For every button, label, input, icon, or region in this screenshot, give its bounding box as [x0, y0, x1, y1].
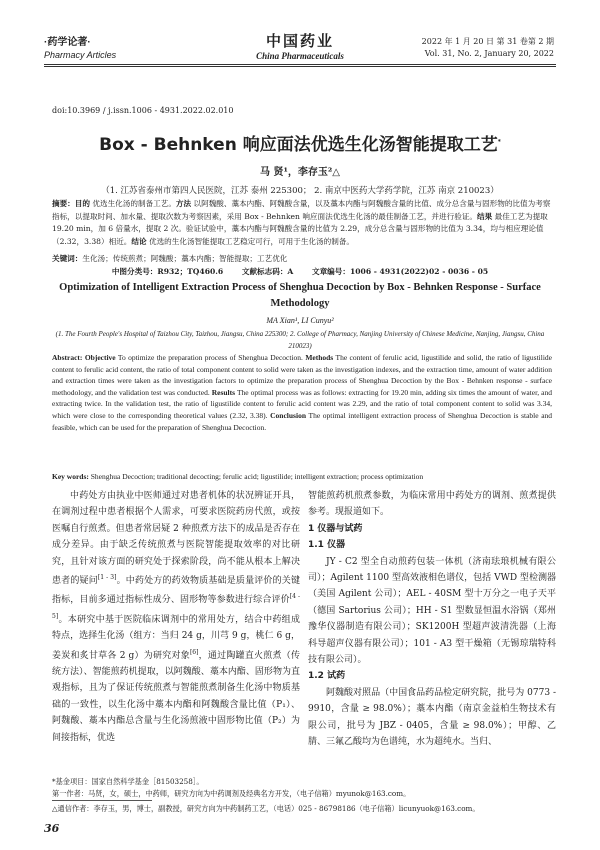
article-number: 文章编号：1006 - 4931(2022)02 - 0036 - 05 [312, 267, 489, 276]
journal-title-en: China Pharmaceuticals [256, 51, 344, 61]
conclusion-en: The optimal intelligent extraction process of Shenghua Decoction is stable and feasible, which can be used for the preparation of Shenghua Decoction. [52, 410, 553, 432]
page-number: 36 [44, 822, 60, 835]
results-en: The optimal process was as follows: extracting for 19.20 min, adding six times the amount of water, and extracting twice. In the validation test, the ratio of ligustilide content to ferulic acid content was 2.29, and the ratio of total component content to solid was 3.34, which were close to the corresponding theoretical values (2.32, 3.38). [52, 387, 552, 420]
section-heading-1-1: 1.1 仪器 [308, 540, 346, 551]
doi[interactable]: doi:10.3969 / j.issn.1006 - 4931.2022.02.010 [52, 106, 234, 115]
conclusion-label-en: Conclusion [270, 410, 306, 420]
results-cn: 最佳工艺为提取 19.20 min，加 6 倍量水，提取 2 次。验证试验中，藁本内酯与阿魏酸含量的比值为 2.29，成分总含量与固形物的比值为 3.34，均与相应理论值（2.32，3.38）相近。 [52, 211, 548, 246]
methods-label-en: Methods [305, 353, 334, 362]
article-title-cn-text: Box - Behnken 响应面法优选生化汤智能提取工艺 [99, 135, 498, 155]
article-title-en: Optimization of Intelligent Extraction Process of Shenghua Decoction by Box - Behnken Response - Surface Methodology [59, 282, 541, 309]
body-column-left [52, 488, 300, 746]
objective-en: To optimize the preparation process of Shenghua Decoction. [117, 353, 303, 362]
authors-cn: 马 贤¹，李存玉²△ [260, 167, 340, 178]
intro-text-1: 中药处方由执业中医师通过对患者机体的状况辨证开具，在调剂过程中患者根据个人需求，可要求医院药房代煎，或按医嘱自行煎煮。但患者常居疑 2 种煎煮方法下的成品是否存在成分差异。由于缺乏传统煎煮与医院智能提取效率的对比研究，且针对该方面的研究处于探索阶段，尚不能从根本上解决患者的疑问 [52, 491, 300, 587]
keywords-cn [52, 253, 552, 266]
objective-cn: 优选生化汤的制备工艺。 [92, 199, 176, 208]
header-rule-top [44, 64, 556, 65]
citation-4-5[interactable]: [4 - 5] [52, 593, 300, 620]
abstract-cn-label: 摘要： [52, 199, 75, 208]
footnote-first-author: 第一作者：马贤，女，硕士，中药师，研究方向为中药调剂及经典名方开发，（电子信箱）myunok@163.com。 [52, 789, 411, 798]
intro-text-4: ，通过陶罐直火煎煮（传统方法）、智能煎药机提取，以阿魏酸、藁本内酯、固形物为直观指标，且为了保证传统煎煮与智能煎煮制备生化汤中物质基础的一致性，以生化汤中藁本内酯和阿魏酸含量比值（P₁）、阿魏酸、藁本内酯总含量与生化汤煎液中固形物比值（P₂）为间接指标，优选 [52, 650, 300, 743]
section-heading-1-2: 1.2 试药 [308, 671, 346, 682]
results-label-cn: 结果 [477, 211, 493, 221]
abstract-en-label: Abstract: [52, 353, 83, 362]
footnote-corresponding: △通信作者：李存玉，男，博士，副教授，研究方向为中药制药工艺，（电话）025 - 86798186（电子信箱）licunyuok@163.com。 [52, 804, 480, 813]
results-label-en: Results [211, 387, 236, 397]
abstract-en [52, 352, 552, 433]
conclusion-label-cn: 结论 [131, 236, 147, 246]
journal-logo [220, 30, 380, 61]
abstract-cn [52, 198, 552, 248]
header-section [44, 36, 116, 62]
section-label-en: Pharmacy Articles [44, 50, 117, 60]
document-code: 文献标志码：A [241, 267, 294, 276]
keywords-en-text: Shenghua Decoction; traditional decocting; ferulic acid; ligustilide; intelligent extraction; process optimization [90, 472, 424, 481]
intro-text-2: 。中药处方的药效物质基础是质量评价的关键指标，目前多通过指标性成分、固形物等参数进行综合评价 [52, 576, 300, 606]
footnote-rule [52, 800, 152, 801]
instruments-paragraph: JY - C2 型全自动煎药包装一体机（济南珐琅机械有限公司）；Agilent 1100 型高效液相色谱仪，包括 VWD 型检测器（美国 Agilent 公司）；AEL - 40SM 型十万分之一电子天平（德国 Sartorius 公司）；HH - S1 型数显恒温水浴锅（郑州豫华仪器制造有限公司）；SK1200H 型超声波清洗器（上海科导超声仪器有限公司）；101 - A3 型干燥箱（无锡琼瑞特科技有限公司）。 [308, 556, 556, 666]
clc-number: 中图分类号：R932；TQ460.6 [111, 267, 224, 276]
issue-date-cn: 2022 年 1 月 20 日 第 31 卷第 2 期 [421, 37, 554, 46]
body-column-right [308, 488, 556, 751]
citation-1-3[interactable]: [1 - 3] [97, 574, 117, 582]
keywords-cn-label: 关键词： [52, 254, 83, 263]
methods-en: The content of ferulic acid, ligustilide and solid, the ratio of ligustilide content to ferulic acid content, the ratio of total component content to solid were taken as the investigation indexes, and the extraction time, amount of water addition and extraction times were taken as the investigation factors to optimize the preparation process of Shenghua Decoction by the Box - Behnken response - surface methodology, and the validation test was conducted. [52, 353, 553, 397]
intro-continued: 智能煎药机煎煮参数，为临床常用中药处方的调剂、煎煮提供参考。现报道如下。 [308, 491, 556, 518]
issue-info [422, 36, 554, 60]
issue-date-en: Vol. 31, No. 2, January 20, 2022 [424, 49, 554, 58]
keywords-en [52, 472, 552, 481]
conclusion-cn: 优选的生化汤智能提取工艺稳定可行，可用于生化汤的制备。 [149, 236, 355, 246]
objective-label-en: Objective [84, 353, 116, 362]
header-rule-bottom [44, 66, 556, 67]
intro-text-3: 。本研究中基于医院临床调剂中的常用处方，结合中药组成特点，选择生化汤（组方：当归 24 g，川芎 9 g，桃仁 6 g，姜炭和炙甘草各 2 g）为研究对象 [52, 614, 300, 661]
footnote-fund: *基金项目：国家自然科学基金［81503258］。 [52, 777, 204, 786]
journal-title-cn: 中国药业 [265, 32, 334, 50]
keywords-cn-text: 生化汤；传统煎煮；阿魏酸；藁本内酯；智能提取；工艺优化 [82, 254, 288, 263]
keywords-en-label: Key words: [52, 472, 89, 481]
section-heading-1: 1 仪器与试药 [308, 523, 363, 534]
citation-6[interactable]: [6] [189, 648, 199, 656]
article-title-cn [44, 130, 556, 155]
classification-line [44, 266, 556, 277]
authors-en: MA Xian¹, LI Cunyu² [266, 316, 334, 325]
affiliation-en: (1. The Fourth People's Hospital of Taizhou City, Taizhou, Jiangsu, China 225300; 2. College of Pharmacy, Nanjing University of Chinese Medicine, Nanjing, Jiangsu, China 210023) [55, 330, 545, 350]
objective-label-cn: 目的 [74, 199, 90, 208]
methods-label-cn: 方法 [175, 199, 192, 208]
section-label-cn: ·药学论著· [44, 37, 91, 48]
affiliation-cn: （1. 江苏省泰州市第四人民医院，江苏 泰州 225300； 2. 南京中医药大学药学院，江苏 南京 210023） [101, 186, 499, 196]
methods-cn: 以阿魏酸、藁本内酯、阿魏酸含量，以及藁本内酯与阿魏酸含量的比值、成分总含量与固形物的比值为考察指标，以提取时间、加水量、提取次数为考察因素，采用 Box - Behnken 响应面法优选生化汤的最佳制备工艺，并进行验证。 [52, 199, 551, 221]
intro-paragraph [52, 488, 300, 746]
reagents-paragraph: 阿魏酸对照品（中国食品药品检定研究院，批号为 0773 - 9910，含量 ≥ 98.0%）；藁本内酯（南京金益柏生物技术有限公司，批号为 JBZ - 0405，含量 ≥ 98.0%）；甲醇、乙腈、三氟乙酸均为色谱纯，水为超纯水。当归、 [308, 687, 556, 748]
fund-marker: * [497, 138, 501, 146]
